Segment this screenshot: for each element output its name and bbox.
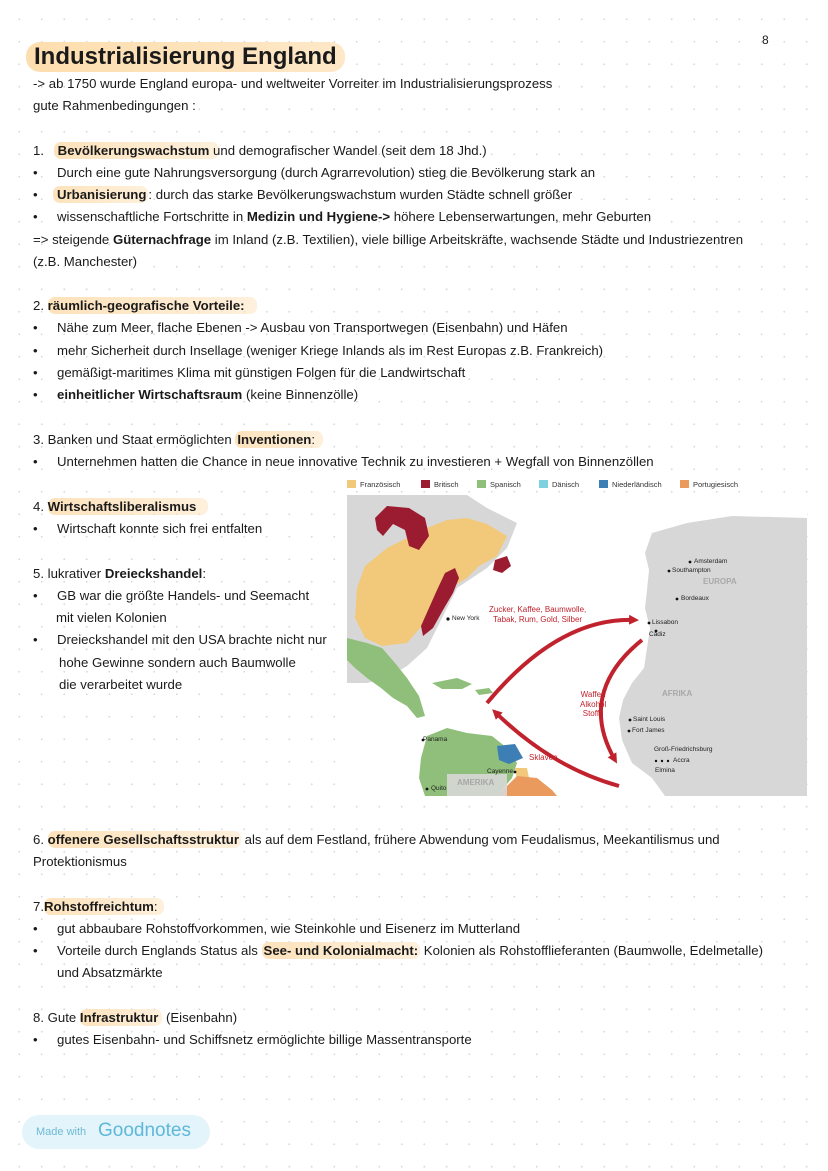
keyword-wirtschaftsraum: einheitlicher Wirtschaftsraum	[57, 387, 243, 402]
bullet-text: mehr Sicherheit durch Insellage (weniger Kriege Inlands als im Rest Europas z.B. Frankreich)	[57, 343, 604, 358]
bullet-text: GB war die größte Handels- und Seemacht	[57, 588, 310, 603]
section-8-bullet-1	[33, 1031, 472, 1049]
section-1-bullet-3	[33, 208, 652, 226]
section-5-bullet-1-line-2: mit vielen Kolonien	[56, 610, 167, 625]
section-3-heading	[33, 431, 323, 449]
triangle-trade-map	[347, 478, 807, 796]
region-afrika: AFRIKA	[662, 689, 693, 698]
section-7-bullet-2	[33, 942, 763, 960]
section-5-bullet-2-line-3: die verarbeitet wurde	[59, 677, 183, 692]
city-cadiz: Cádiz	[649, 631, 666, 638]
city-amsterdam: Amsterdam	[694, 558, 728, 565]
map-graphic	[347, 478, 807, 796]
city-accra: Accra	[673, 757, 690, 764]
section-4-number: 4.	[33, 499, 44, 514]
section-7-number: 7.	[33, 899, 44, 914]
section-4-bullet-1	[33, 520, 263, 538]
section-4-keyword: Wirtschaftsliberalismus	[47, 499, 197, 514]
page-title: Industrialisierung England	[26, 42, 345, 72]
section-3-keyword: Inventionen	[237, 432, 312, 447]
section-6-heading	[33, 831, 720, 849]
section-8-heading	[33, 1009, 237, 1027]
section-1-heading	[33, 142, 487, 160]
bullet-marker: •	[33, 632, 38, 647]
bullet-text-rest: Kolonien als Rohstofflieferanten (Baumwolle, Edelmetalle)	[420, 943, 763, 958]
goodnotes-badge[interactable]	[22, 1115, 210, 1149]
city-lissabon: Lissabon	[652, 619, 679, 626]
bullet-marker: •	[33, 165, 38, 180]
keyword-gueternachfrage: Güternachfrage	[112, 232, 212, 247]
made-with-label: Made with	[36, 1126, 87, 1138]
section-6-heading-rest: als auf dem Festland, frühere Abwendung vom Feudalismus, Meekantilismus und	[240, 832, 720, 847]
bullet-text: Dreieckshandel mit den USA brachte nicht nur	[57, 632, 327, 647]
section-2-bullet-1	[33, 319, 568, 337]
section-6-number: 6.	[33, 832, 44, 847]
section-1-bullet-1	[33, 164, 596, 182]
section-2-keyword: räumlich-geografische Vorteile:	[47, 298, 245, 313]
bullet-marker: •	[33, 454, 38, 469]
conclusion-rest: im Inland (z.B. Textilien), viele billige Arbeitskräfte, wachsende Städte und Industriezentren	[211, 232, 744, 247]
map-goods-label	[489, 605, 586, 624]
section-5-heading	[33, 565, 206, 583]
colon: :	[311, 432, 316, 447]
bullet-marker: •	[33, 1032, 38, 1047]
section-2-bullet-3	[33, 364, 466, 382]
legend-label: Portugiesisch	[693, 480, 739, 489]
bullet-marker: •	[33, 365, 38, 380]
legend-label: Britisch	[434, 480, 459, 489]
intro-line-1: -> ab 1750 wurde England europa- und weltweiter Vorreiter im Industrialisierungsprozess	[33, 76, 553, 91]
bullet-text: : durch das starke Bevölkerungswachstum wurden Städte schnell größer	[148, 187, 573, 202]
city-bordeaux: Bordeaux	[681, 595, 709, 602]
section-1-keyword: Bevölkerungswachstum	[57, 143, 210, 158]
section-3-pre: 3. Banken und Staat ermöglichten	[33, 432, 236, 447]
section-1-highlight	[54, 142, 220, 159]
bullet-text: gutes Eisenbahn- und Schiffsnetz ermöglichte billige Massentransporte	[57, 1032, 472, 1047]
section-4-heading	[33, 498, 208, 516]
section-3-bullet-1	[33, 453, 654, 471]
goodnotes-logo: Goodnotes	[98, 1120, 191, 1141]
legend-label: Spanisch	[490, 480, 521, 489]
bullet-text: Nähe zum Meer, flache Ebenen -> Ausbau von Transportwegen (Eisenbahn) und Häfen	[57, 320, 568, 335]
bullet-marker: •	[33, 943, 38, 958]
city-saint-louis: Saint Louis	[633, 716, 666, 723]
keyword-seemacht: See- und Kolonialmacht:	[263, 943, 419, 958]
section-7-bullet-1	[33, 920, 521, 938]
legend-label: Dänisch	[552, 480, 580, 489]
section-8-pre: 8. Gute	[33, 1010, 80, 1025]
city-southampton: Southampton	[672, 567, 711, 574]
section-7-bullet-2-line-2: und Absatzmärkte	[57, 965, 163, 980]
bullet-marker: •	[33, 187, 38, 202]
section-1-number: 1.	[33, 143, 44, 158]
bullet-text: Unternehmen hatten die Chance in neue innovative Technik zu investieren + Wegfall von Binnenzöllen	[57, 454, 654, 469]
bullet-text: Vorteile durch Englands Status als	[57, 943, 262, 958]
map-cargo-label	[580, 690, 606, 719]
section-7-heading	[33, 898, 164, 916]
keyword-medizin: Medizin und Hygiene->	[246, 209, 391, 224]
legend-label: Französisch	[360, 480, 401, 489]
city-quito: Quito	[431, 785, 447, 792]
bullet-marker: •	[33, 209, 38, 224]
section-2-number: 2.	[33, 298, 44, 313]
section-5-bullet-2	[33, 631, 327, 649]
section-6-keyword: offenere Gesellschaftsstruktur	[47, 832, 239, 847]
section-5-pre: 5. lukrativer	[33, 566, 105, 581]
section-5-bullet-1	[33, 587, 310, 605]
bullet-text: gut abbaubare Rohstoffvorkommen, wie Steinkohle und Eisenerz im Mutterland	[57, 921, 521, 936]
map-slaves-label: Sklaven	[529, 753, 558, 762]
bullet-marker: •	[33, 343, 38, 358]
section-5-keyword: Dreieckshandel	[104, 566, 203, 581]
bullet-text: Wirtschaft konnte sich frei entfalten	[57, 521, 263, 536]
bullet-text-rest: (keine Binnenzölle)	[242, 387, 359, 402]
section-6-line-2: Protektionismus	[33, 854, 127, 869]
section-5-bullet-2-line-2: hohe Gewinne sondern auch Baumwolle	[59, 655, 296, 670]
colon: :	[153, 899, 158, 914]
legend-label: Niederländisch	[612, 480, 662, 489]
bullet-text: Durch eine gute Nahrungsversorgung (durch Agrarrevolution) stieg die Bevölkerung stark an	[57, 165, 596, 180]
section-1-conclusion	[33, 231, 743, 249]
city-gross-friedrichsburg: Groß-Friedrichsburg	[654, 746, 713, 753]
bullet-marker: •	[33, 588, 38, 603]
city-cayenne: Cayenne	[487, 768, 514, 775]
section-2-bullet-4	[33, 386, 359, 404]
bullet-text: wissenschaftliche Fortschritte in	[57, 209, 247, 224]
city-panama: Panama	[423, 736, 448, 743]
region-amerika: AMERIKA	[457, 778, 495, 787]
cargo-line-3: Stoffe	[582, 709, 604, 718]
section-8-heading-rest: (Eisenbahn)	[162, 1010, 238, 1025]
section-7-keyword: Rohstoffreichtum	[44, 899, 154, 914]
keyword-urbanisierung: Urbanisierung	[57, 187, 147, 202]
colon: :	[202, 566, 206, 581]
section-8-keyword: Infrastruktur	[79, 1010, 159, 1025]
section-1-bullet-2	[33, 186, 573, 204]
section-1-heading-rest: und demografischer Wandel (seit dem 18 Jhd.)	[209, 143, 487, 158]
bullet-marker: •	[33, 921, 38, 936]
bullet-marker: •	[33, 521, 38, 536]
region-europa: EUROPA	[703, 577, 737, 586]
bullet-marker: •	[33, 387, 38, 402]
intro-line-2: gute Rahmenbedingungen :	[33, 98, 196, 113]
section-2-heading	[33, 297, 257, 315]
goods-line-2: Tabak, Rum, Gold, Silber	[493, 614, 583, 624]
city-new-york: New York	[452, 615, 480, 622]
bullet-text-rest: höhere Lebenserwartungen, mehr Geburten	[390, 209, 652, 224]
bullet-text: gemäßigt-maritimes Klima mit günstigen Folgen für die Landwirtschaft	[57, 365, 466, 380]
city-elmina: Elmina	[655, 767, 675, 774]
bullet-marker: •	[33, 320, 38, 335]
page-number: 8	[762, 33, 769, 47]
city-fort-james: Fort James	[632, 727, 665, 734]
goods-line-1: Zucker, Kaffee, Baumwolle,	[489, 605, 587, 614]
conclusion-pre: => steigende	[33, 232, 113, 247]
cargo-line-2: Alkohol	[580, 699, 607, 709]
section-1-conclusion-line-2: (z.B. Manchester)	[33, 254, 138, 269]
cargo-line-1: Waffen	[580, 690, 606, 699]
section-2-bullet-2	[33, 342, 604, 360]
